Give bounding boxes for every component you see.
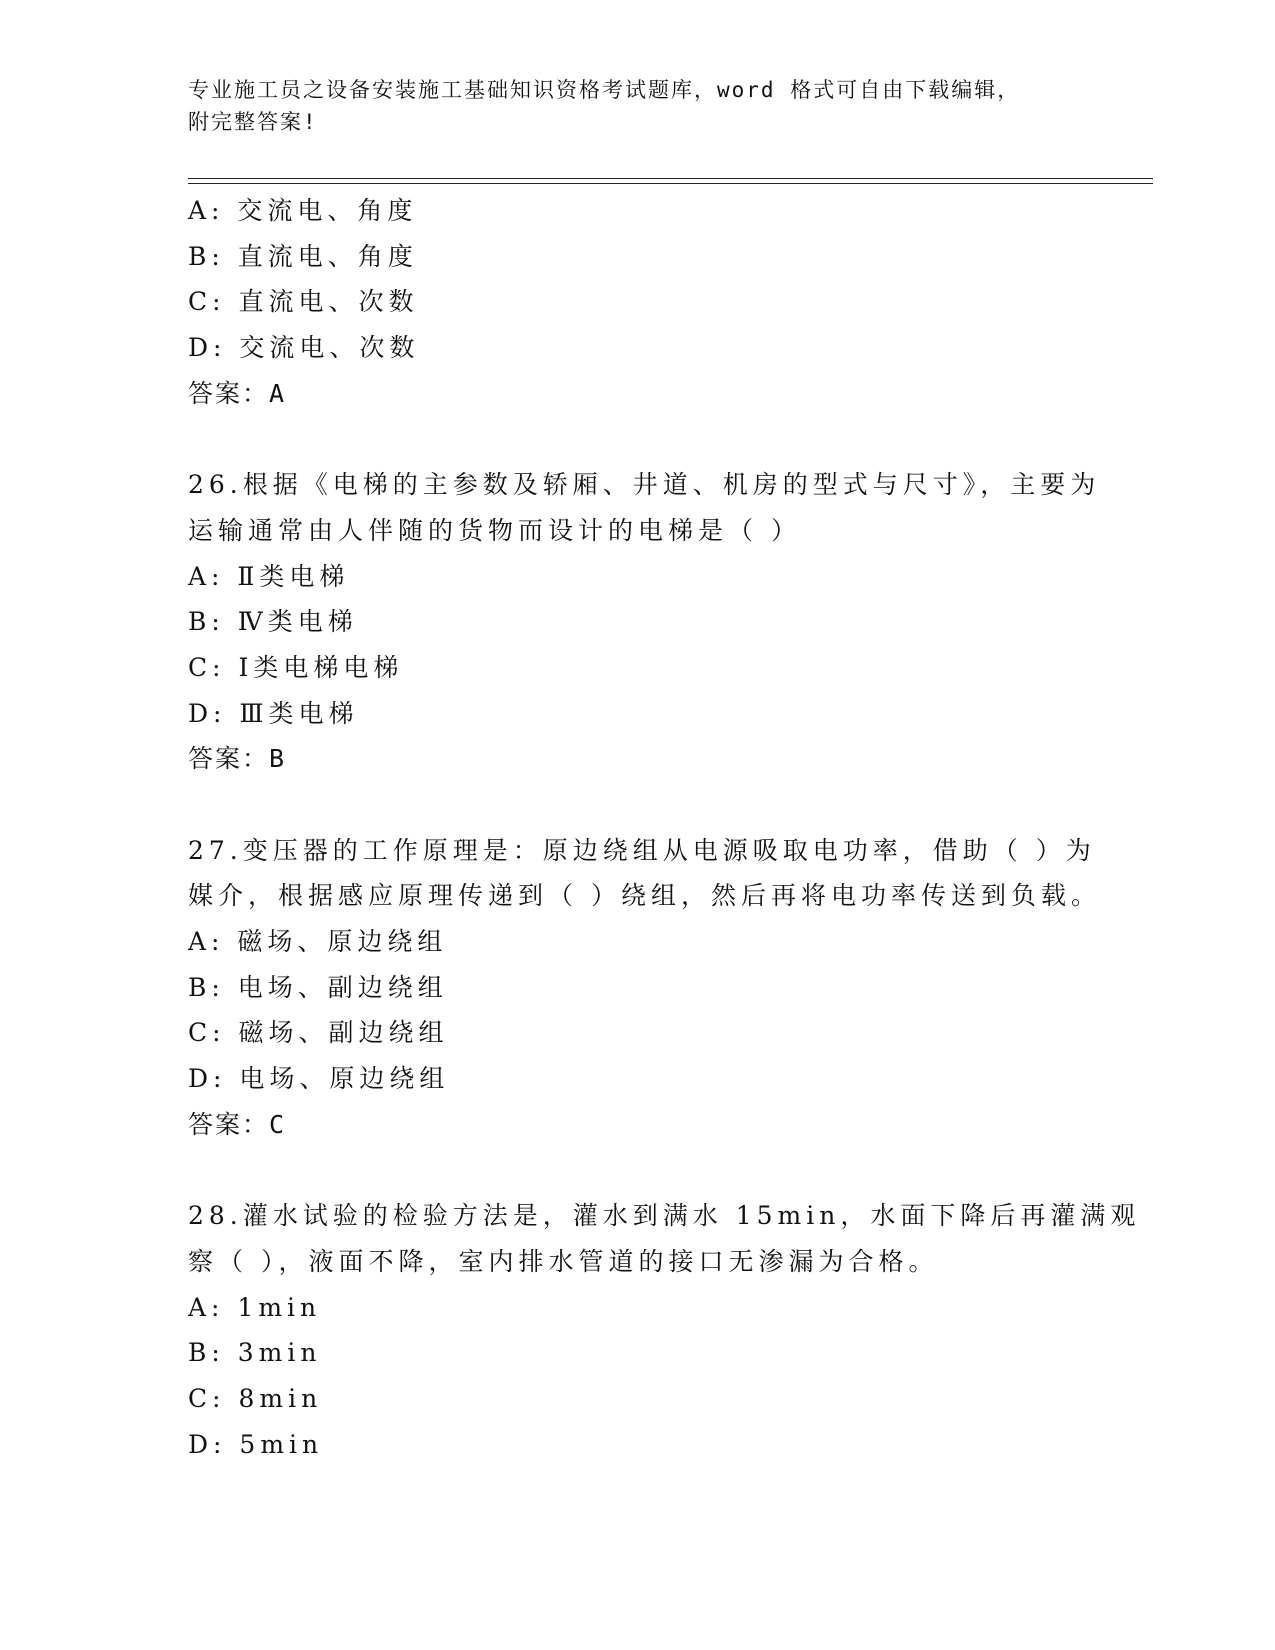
spacer xyxy=(188,416,1088,462)
spacer xyxy=(188,782,1088,828)
question-text-line-2: 运输通常由人伴随的货物而设计的电梯是（ ） xyxy=(188,515,801,545)
question-text-line-2: 察（ ），液面不降，室内排水管道的接口无渗漏为合格。 xyxy=(188,1246,939,1276)
option-b: B: Ⅳ类电梯 xyxy=(188,607,358,637)
question-text-line-2: 媒介，根据感应原理传递到（ ）绕组，然后再将电功率传送到负载。 xyxy=(188,881,1101,911)
option-d: D: Ⅲ类电梯 xyxy=(188,698,359,728)
question-content xyxy=(188,188,1141,1467)
question-text-line-1: 26.根据《电梯的主参数及轿厢、井道、机房的型式与尺寸》，主要为 xyxy=(188,470,1101,500)
answer-line: 答案：B xyxy=(188,744,287,774)
option-c: C: 磁场、副边绕组 xyxy=(188,1018,449,1048)
spacer xyxy=(188,1147,1088,1193)
page-header xyxy=(188,74,1088,138)
option-d: D: 交流电、次数 xyxy=(188,333,420,363)
option-b: B: 直流电、角度 xyxy=(188,241,418,271)
previous-question-options xyxy=(188,188,1088,416)
question-text-line-1: 28.灌水试验的检验方法是，灌水到满水 15min，水面下降后再灌满观 xyxy=(188,1201,1141,1231)
option-c: C: 直流电、次数 xyxy=(188,287,419,317)
answer-line: 答案：A xyxy=(188,378,287,408)
question-27 xyxy=(188,828,1101,1148)
header-line-2: 附完整答案! xyxy=(188,110,318,134)
question-text-line-1: 27.变压器的工作原理是：原边绕组从电源吸取电功率，借助（ ）为 xyxy=(188,835,1096,865)
option-a: A: 交流电、角度 xyxy=(188,196,418,225)
option-c: C: Ⅰ类电梯电梯 xyxy=(188,652,404,682)
header-line-1: 专业施工员之设备安装施工基础知识资格考试题库，word 格式可自由下载编辑， xyxy=(188,78,1021,102)
option-a: A: 磁场、原边绕组 xyxy=(188,927,448,956)
answer-line: 答案：C xyxy=(188,1109,287,1139)
header-divider-top xyxy=(188,178,1153,179)
question-26 xyxy=(188,462,1101,782)
question-28 xyxy=(188,1193,1141,1467)
option-d: D: 电场、原边绕组 xyxy=(188,1064,450,1094)
option-d: D: 5min xyxy=(188,1429,324,1459)
option-b: B: 3min xyxy=(188,1338,322,1368)
option-b: B: 电场、副边绕组 xyxy=(188,972,448,1002)
option-a: A: 1min xyxy=(188,1292,322,1322)
header-divider-bottom xyxy=(188,183,1153,184)
option-c: C: 8min xyxy=(188,1383,323,1413)
option-a: A: Ⅱ类电梯 xyxy=(188,561,350,591)
